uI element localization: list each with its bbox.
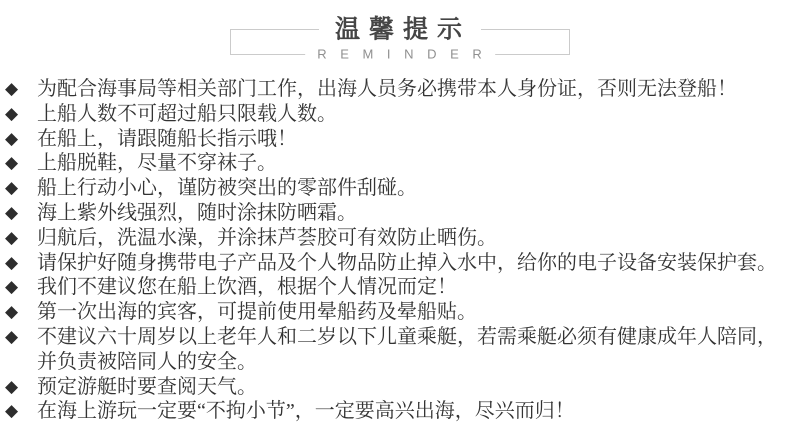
reminder-text: 上船人数不可超过船只限载人数。 [37, 102, 337, 125]
header-frame [230, 15, 570, 62]
reminder-text: 海上紫外线强烈，随时涂抹防晒霜。 [37, 201, 357, 224]
reminder-text: 为配合海事局等相关部门工作，出海人员务必携带本人身份证，否则无法登船！ [37, 78, 737, 100]
reminder-text: 归航后，洗温水澡，并涂抹芦荟胶可有效防止晒伤。 [37, 226, 497, 249]
diamond-bullet-icon: ◆ [5, 79, 19, 99]
list-item [0, 300, 792, 325]
reminder-text: 第一次出海的宾客，可提前使用晕船药及晕船贴。 [37, 301, 477, 324]
list-item [0, 399, 792, 424]
diamond-bullet-icon: ◆ [5, 128, 19, 149]
reminder-text: 船上行动小心，谨防被突出的零部件刮碰。 [37, 177, 417, 200]
reminder-text: 我们不建议您在船上饮酒，根据个人情况而定！ [37, 276, 457, 299]
list-item [0, 102, 792, 127]
diamond-bullet-icon: ◆ [5, 376, 19, 397]
diamond-bullet-icon: ◆ [5, 277, 19, 298]
reminder-text: 在船上，请跟随船长指示哦！ [37, 127, 297, 150]
reminder-text: 在海上游玩一定要“不拘小节”，一定要高兴出海，尽兴而归！ [37, 400, 575, 423]
list-item [0, 375, 792, 400]
reminder-text: 不建议六十周岁以上老年人和二岁以下儿童乘艇，若需乘艇必须有健康成年人陪同，并负责被陪同人的安全。 [37, 325, 777, 373]
reminder-text: 预定游艇时要查阅天气。 [37, 375, 257, 398]
list-item [0, 127, 792, 152]
reminder-text: 请保护好随身携带电子产品及个人物品防止掉入水中，给你的电子设备安装保护套。 [37, 251, 777, 274]
page-subtitle: R E M I N D E R [305, 48, 495, 61]
reminder-list [0, 77, 792, 424]
list-item [0, 201, 792, 226]
diamond-bullet-icon: ◆ [5, 401, 19, 422]
list-item [0, 151, 792, 176]
list-item [0, 226, 792, 251]
list-item [0, 251, 792, 276]
reminder-text: 上船脱鞋，尽量不穿袜子。 [37, 152, 277, 175]
list-item [0, 77, 792, 102]
diamond-bullet-icon: ◆ [5, 252, 19, 273]
diamond-bullet-icon: ◆ [5, 202, 19, 223]
page-title: 温馨提示 [319, 18, 481, 43]
diamond-bullet-icon: ◆ [5, 227, 19, 248]
diamond-bullet-icon: ◆ [5, 326, 19, 347]
list-item [0, 325, 792, 375]
diamond-bullet-icon: ◆ [5, 103, 19, 124]
diamond-bullet-icon: ◆ [5, 302, 19, 323]
list-item [0, 275, 792, 300]
diamond-bullet-icon: ◆ [5, 178, 19, 199]
list-item [0, 176, 792, 201]
diamond-bullet-icon: ◆ [5, 153, 19, 174]
